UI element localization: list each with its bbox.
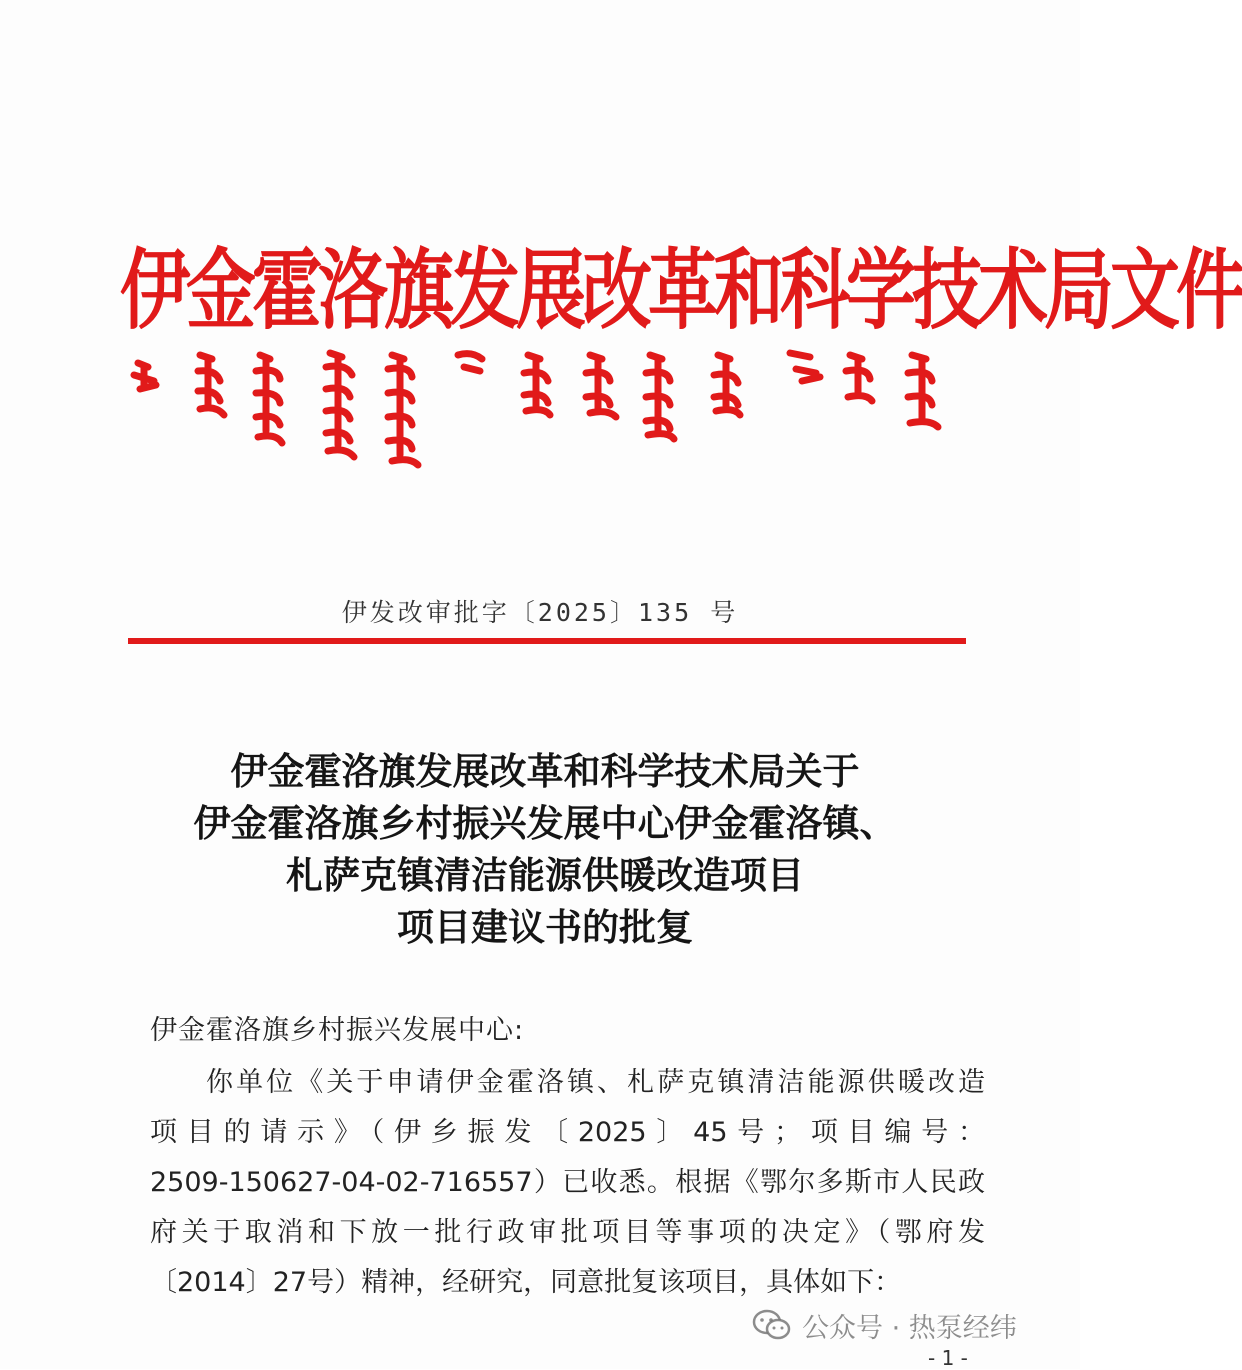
watermark-text: 公众号 · 热泵经纬 <box>802 1312 1017 1344</box>
title-line: 项目建议书的批复 <box>397 905 693 949</box>
body-line: 项目的请示》（伊乡振发〔2025〕45号；项目编号： <box>150 1117 985 1148</box>
body-line: 府关于取消和下放一批行政审批项目等事项的决定》（鄂府发 <box>150 1217 985 1248</box>
page-number: - 1 - <box>928 1346 968 1370</box>
mongolian-script-title <box>120 345 970 475</box>
title-line: 札萨克镇清洁能源供暖改造项目 <box>286 853 804 897</box>
title-line: 伊金霍洛旗乡村振兴发展中心伊金霍洛镇、 <box>193 801 897 845</box>
body-paragraph <box>150 1058 985 1308</box>
agency-header-title: 伊金霍洛旗发展改革和科学技术局文件 <box>120 239 1242 342</box>
addressee: 伊金霍洛旗乡村振兴发展中心: <box>150 1015 525 1046</box>
title-line: 伊金霍洛旗发展改革和科学技术局关于 <box>230 749 860 793</box>
body-line: 〔2014〕27号）精神，经研究，同意批复该项目，具体如下： <box>150 1267 902 1298</box>
body-line: 2509-150627-04-02-716557）已收悉。根据《鄂尔多斯市人民政 <box>150 1167 985 1198</box>
wechat-watermark <box>752 1300 1017 1350</box>
red-divider-line <box>128 638 966 644</box>
wechat-icon <box>752 1308 792 1342</box>
document-number: 伊发改审批字〔2025〕135 号 <box>341 598 739 627</box>
body-line: 你单位《关于申请伊金霍洛镇、札萨克镇清洁能源供暖改造 <box>206 1067 985 1098</box>
document-title <box>120 745 970 953</box>
